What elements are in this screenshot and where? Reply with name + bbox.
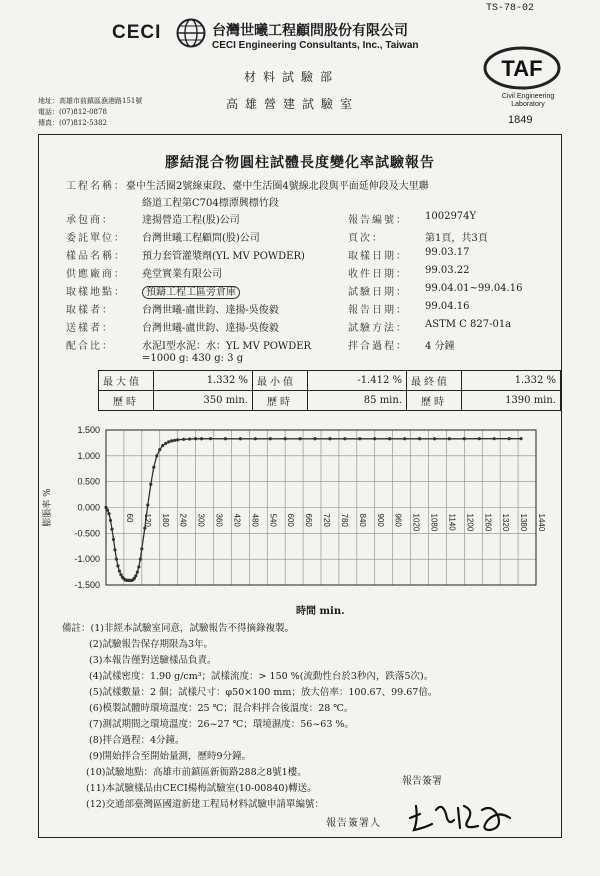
receive-date-value: 99.03.22	[425, 265, 470, 276]
chart-data-point	[313, 437, 316, 440]
chart-x-tick-label: 900	[375, 513, 385, 527]
max-value: 1.332 %	[154, 371, 253, 391]
chart-x-tick-label: 240	[178, 513, 188, 527]
chart-x-tick-label: 1320	[501, 513, 511, 532]
min-value: -1.412 %	[308, 371, 407, 391]
mix-process-value: 4 分鐘	[425, 341, 455, 352]
deliverer-value: 台灣世曦-盧世鈞、達揚-吳俊毅	[142, 323, 279, 334]
chart-data-point	[110, 528, 113, 531]
chart-x-tick-label: 300	[196, 513, 206, 527]
chart-x-tick-label: 960	[393, 513, 403, 527]
chart-x-tick-label: 720	[322, 513, 331, 527]
client-value: 台灣世曦工程顧問(股)公司	[142, 233, 260, 244]
chart-y-tick-label: -0.500	[74, 528, 100, 539]
chart-y-tick-labels	[74, 425, 100, 590]
chart-x-tick-label: 1200	[465, 513, 475, 532]
chart-y-axis-label: 膨脹率 %	[43, 488, 53, 527]
fax-text: 傳真：(07)812-5382	[38, 119, 107, 127]
max-time-label: 歷時	[99, 391, 154, 411]
note-6: (6)模製試體時環境溫度：25 ℃；混合料拌合後溫度：28 ℃。	[89, 703, 354, 714]
chart-data-point	[418, 437, 421, 440]
chart-data-point	[118, 569, 121, 572]
chart-x-tick-label: 420	[232, 513, 242, 527]
taf-logo-icon	[482, 45, 562, 91]
chart-data-point	[388, 437, 391, 440]
phone-text: 電話：(07)812-0878	[38, 108, 107, 116]
mix-value-line2: =1000 g: 430 g: 3 g	[142, 353, 244, 364]
contractor-value: 達揚營造工程(股)公司	[142, 215, 240, 226]
chart-y-tick-label: -1.000	[74, 554, 100, 565]
method-label: 試驗方法：	[348, 323, 408, 334]
note-4: (4)試樣密度：1.90 g/cm³；試樣流度：> 150 %(流動性台於3秒內，跌落5次)。	[89, 671, 434, 682]
chart-x-tick-label: 180	[160, 513, 170, 527]
supplier-value: 堯堂實業有限公司	[142, 269, 222, 280]
taf-text: TAF	[501, 56, 543, 81]
chart-x-tick-label: 1140	[447, 513, 457, 531]
chart-data-point	[433, 437, 436, 440]
note-2: (2)試驗報告保存期限為3年。	[89, 639, 214, 650]
chart-data-point	[343, 437, 346, 440]
chart-data-point	[158, 448, 161, 451]
chart-data-point	[170, 439, 173, 442]
min-time-label: 歷時	[253, 391, 308, 411]
chart-data-point	[143, 527, 146, 530]
note-9: (9)開始拌合至開始量測，歷時9分鐘。	[89, 751, 252, 762]
chart-data-point	[519, 437, 522, 440]
chart-data-point	[224, 437, 227, 440]
chart-data-point	[140, 547, 143, 550]
sample-label: 樣品名稱：	[66, 251, 126, 262]
chart-data-point	[164, 442, 167, 445]
note-10: (10)試驗地點：高雄市前鎮區新衙路288之8號1樓。	[86, 767, 307, 778]
chart-data-point	[493, 437, 496, 440]
final-value: 1.332 %	[462, 371, 561, 391]
min-time-value: 85 min.	[308, 391, 407, 411]
signer-stamp: 報告簽署	[402, 776, 442, 787]
sample-value: 預力套管灌漿劑(YL MV POWDER)	[142, 251, 305, 262]
chart-data-point	[134, 574, 137, 577]
taf-subtitle: Civil Engineering Laboratory	[501, 93, 555, 108]
chart-x-tick-label: 1440	[537, 513, 546, 532]
chart-data-point	[149, 483, 152, 486]
report-date-value: 99.04.16	[425, 301, 470, 312]
stats-table	[98, 370, 561, 411]
page-label: 頁次：	[348, 233, 384, 244]
final-time-label: 歷時	[407, 391, 462, 411]
chart-data-point	[152, 466, 155, 469]
expansion-chart	[40, 420, 560, 620]
chart-x-tick-label: 60	[124, 513, 134, 523]
chart-x-tick-label: 840	[357, 513, 367, 527]
note-5: (5)試樣數量：2 個；試樣尺寸：φ50×100 mm；放大倍率：100.67、99.67倍。	[89, 687, 438, 698]
chart-x-axis-label: 時間 min.	[296, 606, 345, 617]
company-name-zh: 台灣世曦工程顧問股份有限公司	[212, 23, 408, 39]
page-value: 第1頁，共3頁	[425, 233, 488, 244]
chart-data-point	[373, 437, 376, 440]
stats-row-times	[99, 391, 561, 411]
mix-value-line1: 水泥I型水泥：水：YL MV POWDER	[142, 341, 312, 352]
chart-data-point	[403, 437, 406, 440]
chart-y-tick-label: 1.000	[77, 450, 100, 461]
chart-data-point	[155, 454, 158, 457]
handwritten-signature	[402, 780, 522, 840]
company-name-en: CECI Engineering Consultants, Inc., Taiwan	[212, 40, 419, 51]
department-name: 材料試驗部	[244, 70, 340, 84]
method-value: ASTM C 827-01a	[425, 319, 512, 330]
location-value: 預鑄工程工區旁倉庫	[142, 286, 240, 299]
chart-x-tick-labels	[125, 514, 546, 532]
test-date-value: 99.04.01~99.04.16	[425, 283, 523, 294]
chart-data-point	[448, 437, 451, 440]
chart-data-point	[107, 512, 110, 515]
contractor-label: 承包商：	[66, 215, 114, 226]
client-label: 委託單位：	[66, 233, 126, 244]
chart-data-point	[182, 438, 185, 441]
chart-data-point	[116, 564, 119, 567]
test-date-label: 試驗日期：	[348, 287, 408, 298]
chart-data-point	[137, 565, 140, 568]
location-label: 取樣地點：	[66, 287, 126, 298]
project-value: 臺中生活圈2號線東段、臺中生活圈4號線北段與平面延伸段及大里聯	[126, 181, 429, 192]
chart-x-tick-label: 360	[214, 513, 224, 527]
chart-data-point	[176, 438, 179, 441]
chart-data-point	[115, 558, 118, 561]
chart-x-tick-label: 1080	[429, 513, 439, 532]
chart-data-point	[209, 437, 212, 440]
chart-data-point	[109, 519, 112, 522]
chart-data-point	[112, 538, 115, 541]
report-title: 膠結混合物圓柱試體長度變化率試驗報告	[165, 155, 435, 171]
note-1: 備註：(1)非經本試驗室同意，試驗報告不得摘錄複製。	[62, 623, 294, 634]
taf-number: 1849	[508, 114, 533, 126]
mix-label: 配合比：	[66, 341, 114, 352]
chart-x-tick-label: 540	[268, 513, 278, 527]
receive-date-label: 收件日期：	[348, 269, 408, 280]
report-no-value: 1002974Y	[425, 211, 477, 222]
chart-data-point	[254, 437, 257, 440]
chart-data-point	[161, 444, 164, 447]
chart-data-point	[478, 437, 481, 440]
chart-grid	[106, 430, 536, 585]
sampler-label: 取樣者：	[66, 305, 114, 316]
contact-block	[38, 96, 142, 129]
max-time-value: 350 min.	[154, 391, 253, 411]
chart-data-point	[173, 439, 176, 442]
sample-date-label: 取樣日期：	[348, 251, 408, 262]
ceci-logo: CECI	[112, 22, 162, 43]
signer-label: 報告簽署人	[326, 818, 381, 829]
chart-data-point	[328, 437, 331, 440]
contractor-row	[66, 211, 114, 226]
report-no-label: 報告編號：	[348, 215, 408, 226]
chart-data-point	[298, 437, 301, 440]
document-number: TS-78-02	[486, 3, 535, 14]
final-label: 最終值	[407, 371, 462, 391]
chart-x-tick-label: 1260	[483, 513, 493, 532]
chart-series-points	[104, 437, 522, 582]
chart-data-point	[239, 437, 242, 440]
chart-y-tick-label: 0.000	[77, 502, 100, 513]
note-3: (3)本報告僅對送驗樣品負責。	[89, 655, 217, 666]
chart-data-point	[139, 558, 142, 561]
chart-y-tick-label: -1.500	[74, 580, 100, 590]
chart-x-tick-label: 600	[286, 513, 296, 527]
chart-x-tick-label: 660	[304, 513, 314, 527]
project-row	[66, 177, 429, 192]
laboratory-name: 高雄營建試驗室	[226, 97, 360, 111]
chart-data-point	[167, 440, 170, 443]
note-11: (11)本試驗樣品由CECI楊梅試驗室(10-00840)轉送。	[86, 783, 317, 794]
supplier-label: 供應廠商：	[66, 269, 126, 280]
note-12: (12)交通部臺灣區國道新建工程局材料試驗申請單編號：	[86, 799, 325, 810]
min-label: 最小值	[253, 371, 308, 391]
chart-y-tick-label: 1.500	[77, 425, 100, 435]
chart-data-point	[463, 437, 466, 440]
chart-data-point	[136, 570, 139, 573]
chart-x-tick-label: 1380	[519, 513, 529, 532]
chart-x-tick-label: 1020	[411, 513, 421, 532]
project-label: 工程名稱：	[66, 181, 126, 192]
final-time-value: 1390 min.	[462, 391, 561, 411]
chart-x-tick-label: 780	[339, 513, 349, 527]
stats-row-values	[99, 371, 561, 391]
chart-y-tick-label: 0.500	[77, 476, 100, 487]
chart-data-point	[194, 437, 197, 440]
chart-x-tick-label: 480	[250, 513, 260, 527]
note-8: (8)拌合過程：4分鐘。	[89, 735, 185, 746]
chart-data-point	[284, 437, 287, 440]
chart-data-point	[188, 437, 191, 440]
chart-data-point	[146, 503, 149, 506]
mix-process-label: 拌合過程：	[348, 341, 408, 352]
chart-x-tick-label: 120	[142, 513, 152, 527]
chart-data-point	[358, 437, 361, 440]
address-text: 地址：高雄市前鎮區漁港路151號	[38, 97, 143, 105]
max-label: 最大值	[99, 371, 154, 391]
chart-data-point	[113, 548, 116, 551]
project-value-line2: 絡道工程第C704標潭興標竹段	[142, 198, 279, 209]
chart-data-point	[508, 437, 511, 440]
deliverer-label: 送樣者：	[66, 323, 114, 334]
globe-icon	[176, 18, 206, 48]
sampler-value: 台灣世曦-盧世鈞、達揚-吳俊毅	[142, 305, 279, 316]
chart-data-point	[200, 437, 203, 440]
report-date-label: 報告日期：	[348, 305, 408, 316]
chart-data-point	[269, 437, 272, 440]
note-7: (7)測試期間之環境溫度：26~27 ℃；環境濕度：56~63 %。	[89, 719, 354, 730]
sample-date-value: 99.03.17	[425, 247, 470, 258]
